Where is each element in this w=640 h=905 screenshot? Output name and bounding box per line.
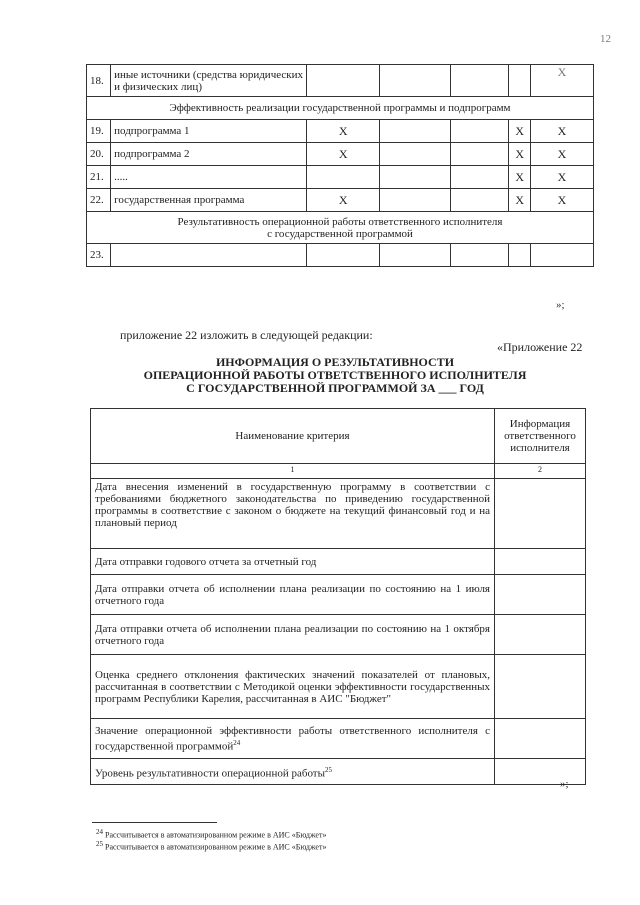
column-index: 2	[495, 464, 586, 479]
row-name: подпрограмма 2	[111, 143, 307, 166]
x-mark: X	[530, 65, 593, 97]
row-name: .....	[111, 166, 307, 189]
closing-quote: »;	[560, 778, 569, 790]
footnote: $^{24}$ Рассчитывается в автоматизированном режиме в АИС «Бюджет»	[96, 828, 327, 840]
x-mark: X	[530, 143, 593, 166]
column-header: Информация ответственного исполнителя	[495, 409, 586, 464]
x-mark: X	[509, 189, 531, 212]
x-mark: X	[509, 120, 531, 143]
row-number: 18.	[87, 65, 111, 97]
closing-quote: »;	[556, 299, 565, 311]
x-mark	[307, 166, 380, 189]
section-heading: Эффективность реализации государственной программы и подпрограмм	[87, 97, 594, 120]
criteria-table	[90, 408, 586, 785]
x-mark: X	[530, 120, 593, 143]
row-number: 20.	[87, 143, 111, 166]
row-name: государственная программа	[111, 189, 307, 212]
row-name: подпрограмма 1	[111, 120, 307, 143]
x-mark: X	[509, 143, 531, 166]
x-mark: X	[307, 189, 380, 212]
criterion-row: Дата отправки отчета об исполнении плана реализации по состоянию на 1 июля отчетного года	[91, 575, 495, 615]
column-index: 1	[91, 464, 495, 479]
criterion-row: Значение операционной эффективности работы ответственного исполнителя с государственной программой$^{24}$	[91, 719, 495, 759]
appendix-label: «Приложение 22	[497, 340, 583, 354]
criterion-row: Уровень результативности операционной работы$^{25}$	[91, 759, 495, 785]
row-number: 23.	[87, 244, 111, 267]
intro-text: приложение 22 изложить в следующей редакции:	[120, 328, 373, 342]
footnote-divider	[92, 822, 217, 823]
x-mark: X	[307, 120, 380, 143]
column-header: Наименование критерия	[91, 409, 495, 464]
criterion-row: Оценка среднего отклонения фактических значений показателей от плановых, рассчитанная в соответствии с Методикой оценки эффективности государственных программ Республики Карелия, рассчитанная в АИС "Бюджет"	[91, 655, 495, 719]
x-mark: X	[307, 143, 380, 166]
x-mark: X	[530, 166, 593, 189]
footnote: $^{25}$ Рассчитывается в автоматизированном режиме в АИС «Бюджет»	[96, 840, 327, 852]
section-heading: Результативность операционной работы ответственного исполнителя с государственной программой	[87, 212, 594, 244]
row-number: 22.	[87, 189, 111, 212]
row-number: 19.	[87, 120, 111, 143]
page-number: 12	[600, 33, 611, 45]
x-mark: X	[509, 166, 531, 189]
row-name: иные источники (средства юридических и физических лиц)	[111, 65, 307, 97]
program-table	[86, 64, 594, 267]
x-mark: X	[530, 189, 593, 212]
footnote-ref: 24	[233, 738, 241, 747]
footnote-ref: 25	[325, 765, 333, 774]
criterion-row: Дата отправки годового отчета за отчетный год	[91, 549, 495, 575]
document-title: ИНФОРМАЦИЯ О РЕЗУЛЬТАТИВНОСТИ ОПЕРАЦИОННОЙ РАБОТЫ ОТВЕТСТВЕННОГО ИСПОЛНИТЕЛЯ С ГОСУДАРСТВЕННОЙ ПРОГРАММОЙ ЗА ___ ГОД	[143, 355, 527, 395]
criterion-row: Дата внесения изменений в государственную программу в соответствии с требованиями бюджетного законодательства по приведению государственной программы в соответствие с законом о бюджете на текущий финансовый год и на плановый период	[91, 479, 495, 549]
criterion-row: Дата отправки отчета об исполнении плана реализации по состоянию на 1 октября отчетного года	[91, 615, 495, 655]
row-number: 21.	[87, 166, 111, 189]
